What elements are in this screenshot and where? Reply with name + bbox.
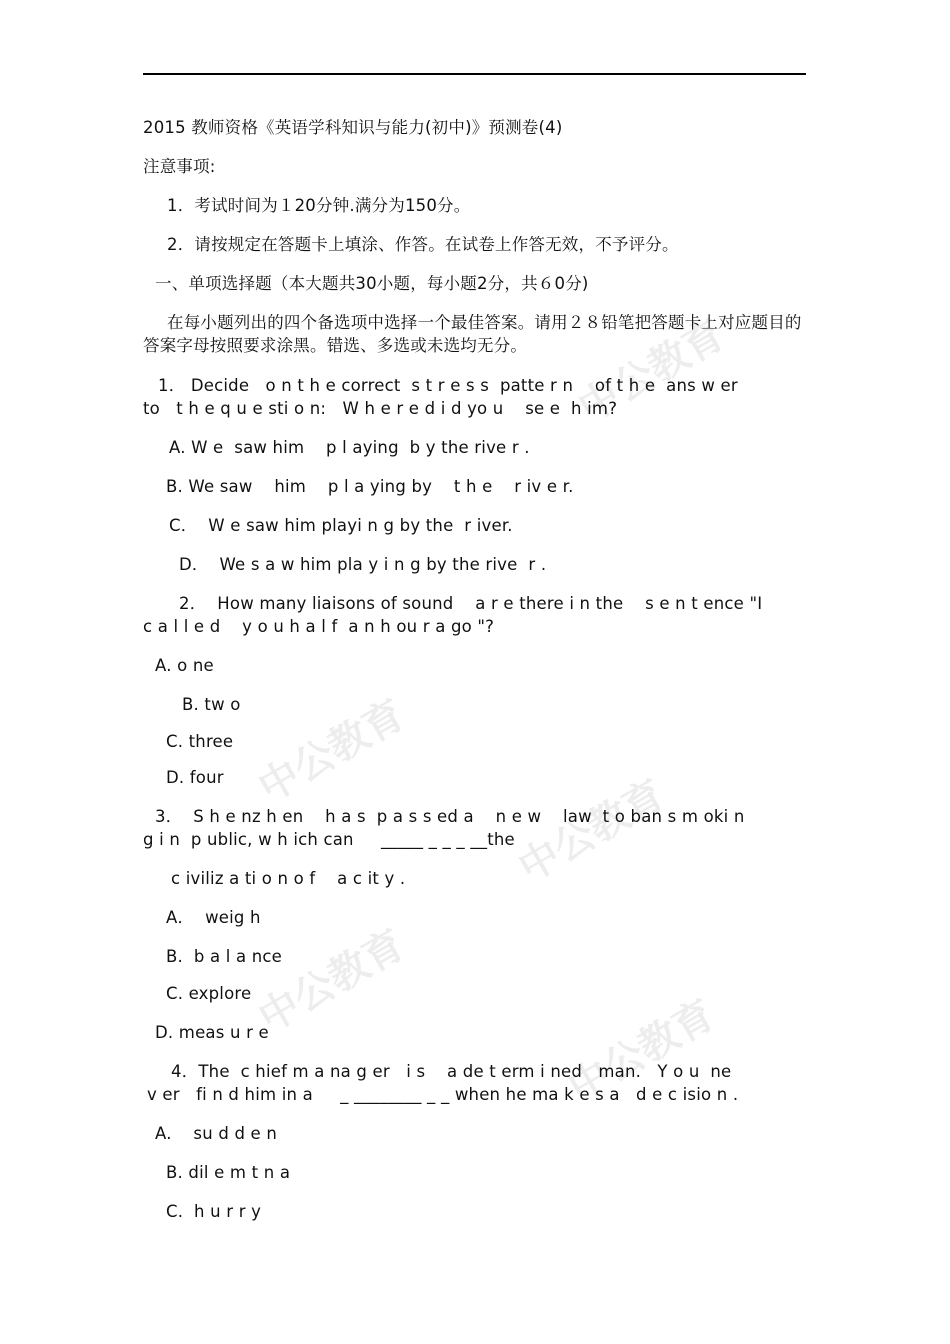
answer-option: D. meas u r e: [155, 1023, 269, 1042]
header-rule: [143, 73, 806, 75]
question-stem: 2． How many liaisons of sound a r e there i n the s e n t ence "I: [179, 594, 763, 613]
question-stem: 3． S h e nz h en h a s p a s s ed a n e w law t o ban s m oki n: [155, 807, 745, 826]
answer-option: A. o ne: [155, 656, 214, 675]
answer-option: B. tw o: [182, 695, 241, 714]
answer-option: D. four: [166, 768, 224, 787]
answer-option: B. We saw him p l a ying by t h e r iv e r.: [166, 477, 574, 496]
answer-option: C. three: [166, 732, 234, 751]
question-stem: 1． Decide o n t h e correct s t r e s s patte r n of t h e ans w er: [158, 376, 738, 395]
notice-item: 1．考试时间为１20分钟.满分为150分。: [167, 196, 471, 215]
question-stem: 4．The c hief m a na g er i s a de t erm i ned man. Y o u ne: [171, 1062, 732, 1081]
section-heading: 一、单项选择题（本大题共30小题，每小题2分，共６0分): [155, 274, 589, 293]
answer-option: D． We s a w him pla y i n g by the rive r .: [179, 555, 547, 574]
answer-option: A． weig h: [166, 908, 261, 927]
document-title: 2015 教师资格《英语学科知识与能力(初中)》预测卷(4): [143, 118, 563, 137]
answer-option: B. dil e m t n a: [166, 1163, 291, 1182]
watermark: 中公教育: [570, 311, 733, 432]
watermark: 中公教育: [560, 991, 723, 1112]
answer-option: A. W e saw him p l aying b y the rive r .: [169, 438, 530, 457]
watermark: 中公教育: [250, 691, 413, 812]
notice-item: 2．请按规定在答题卡上填涂、作答。在试卷上作答无效，不予评分。: [167, 235, 679, 254]
notice-heading: 注意事项:: [143, 157, 216, 176]
answer-option: C. h u r r y: [166, 1202, 262, 1221]
section-instruction: 在每小题列出的四个备选项中选择一个最佳答案。请用２８铅笔把答题卡上对应题目的答案字母按照要求涂黑。错选、多选或未选均无分。: [143, 313, 802, 355]
answer-option: A. su d d e n: [155, 1124, 278, 1143]
question-stem: to t h e q u e sti o n: W h e r e d i d yo u se e h im?: [143, 399, 618, 418]
answer-option: B. b a l a nce: [166, 947, 282, 966]
watermark: 中公教育: [250, 921, 413, 1042]
question-stem: g i n p ublic, w h ich can _____ _ _ _ __the: [143, 830, 515, 849]
answer-option: C． W e saw him playi n g by the r iver.: [169, 516, 513, 535]
question-stem: c a l l e d y o u h a l f a n h ou r a go "?: [143, 617, 495, 636]
question-stem: c iviliz a ti o n o f a c it y .: [171, 869, 406, 888]
answer-option: C. explore: [166, 984, 252, 1003]
watermark: 中公教育: [510, 771, 673, 892]
question-stem: v er fi n d him in a _ ________ _ _ when he ma k e s a d e c isio n .: [147, 1085, 739, 1104]
